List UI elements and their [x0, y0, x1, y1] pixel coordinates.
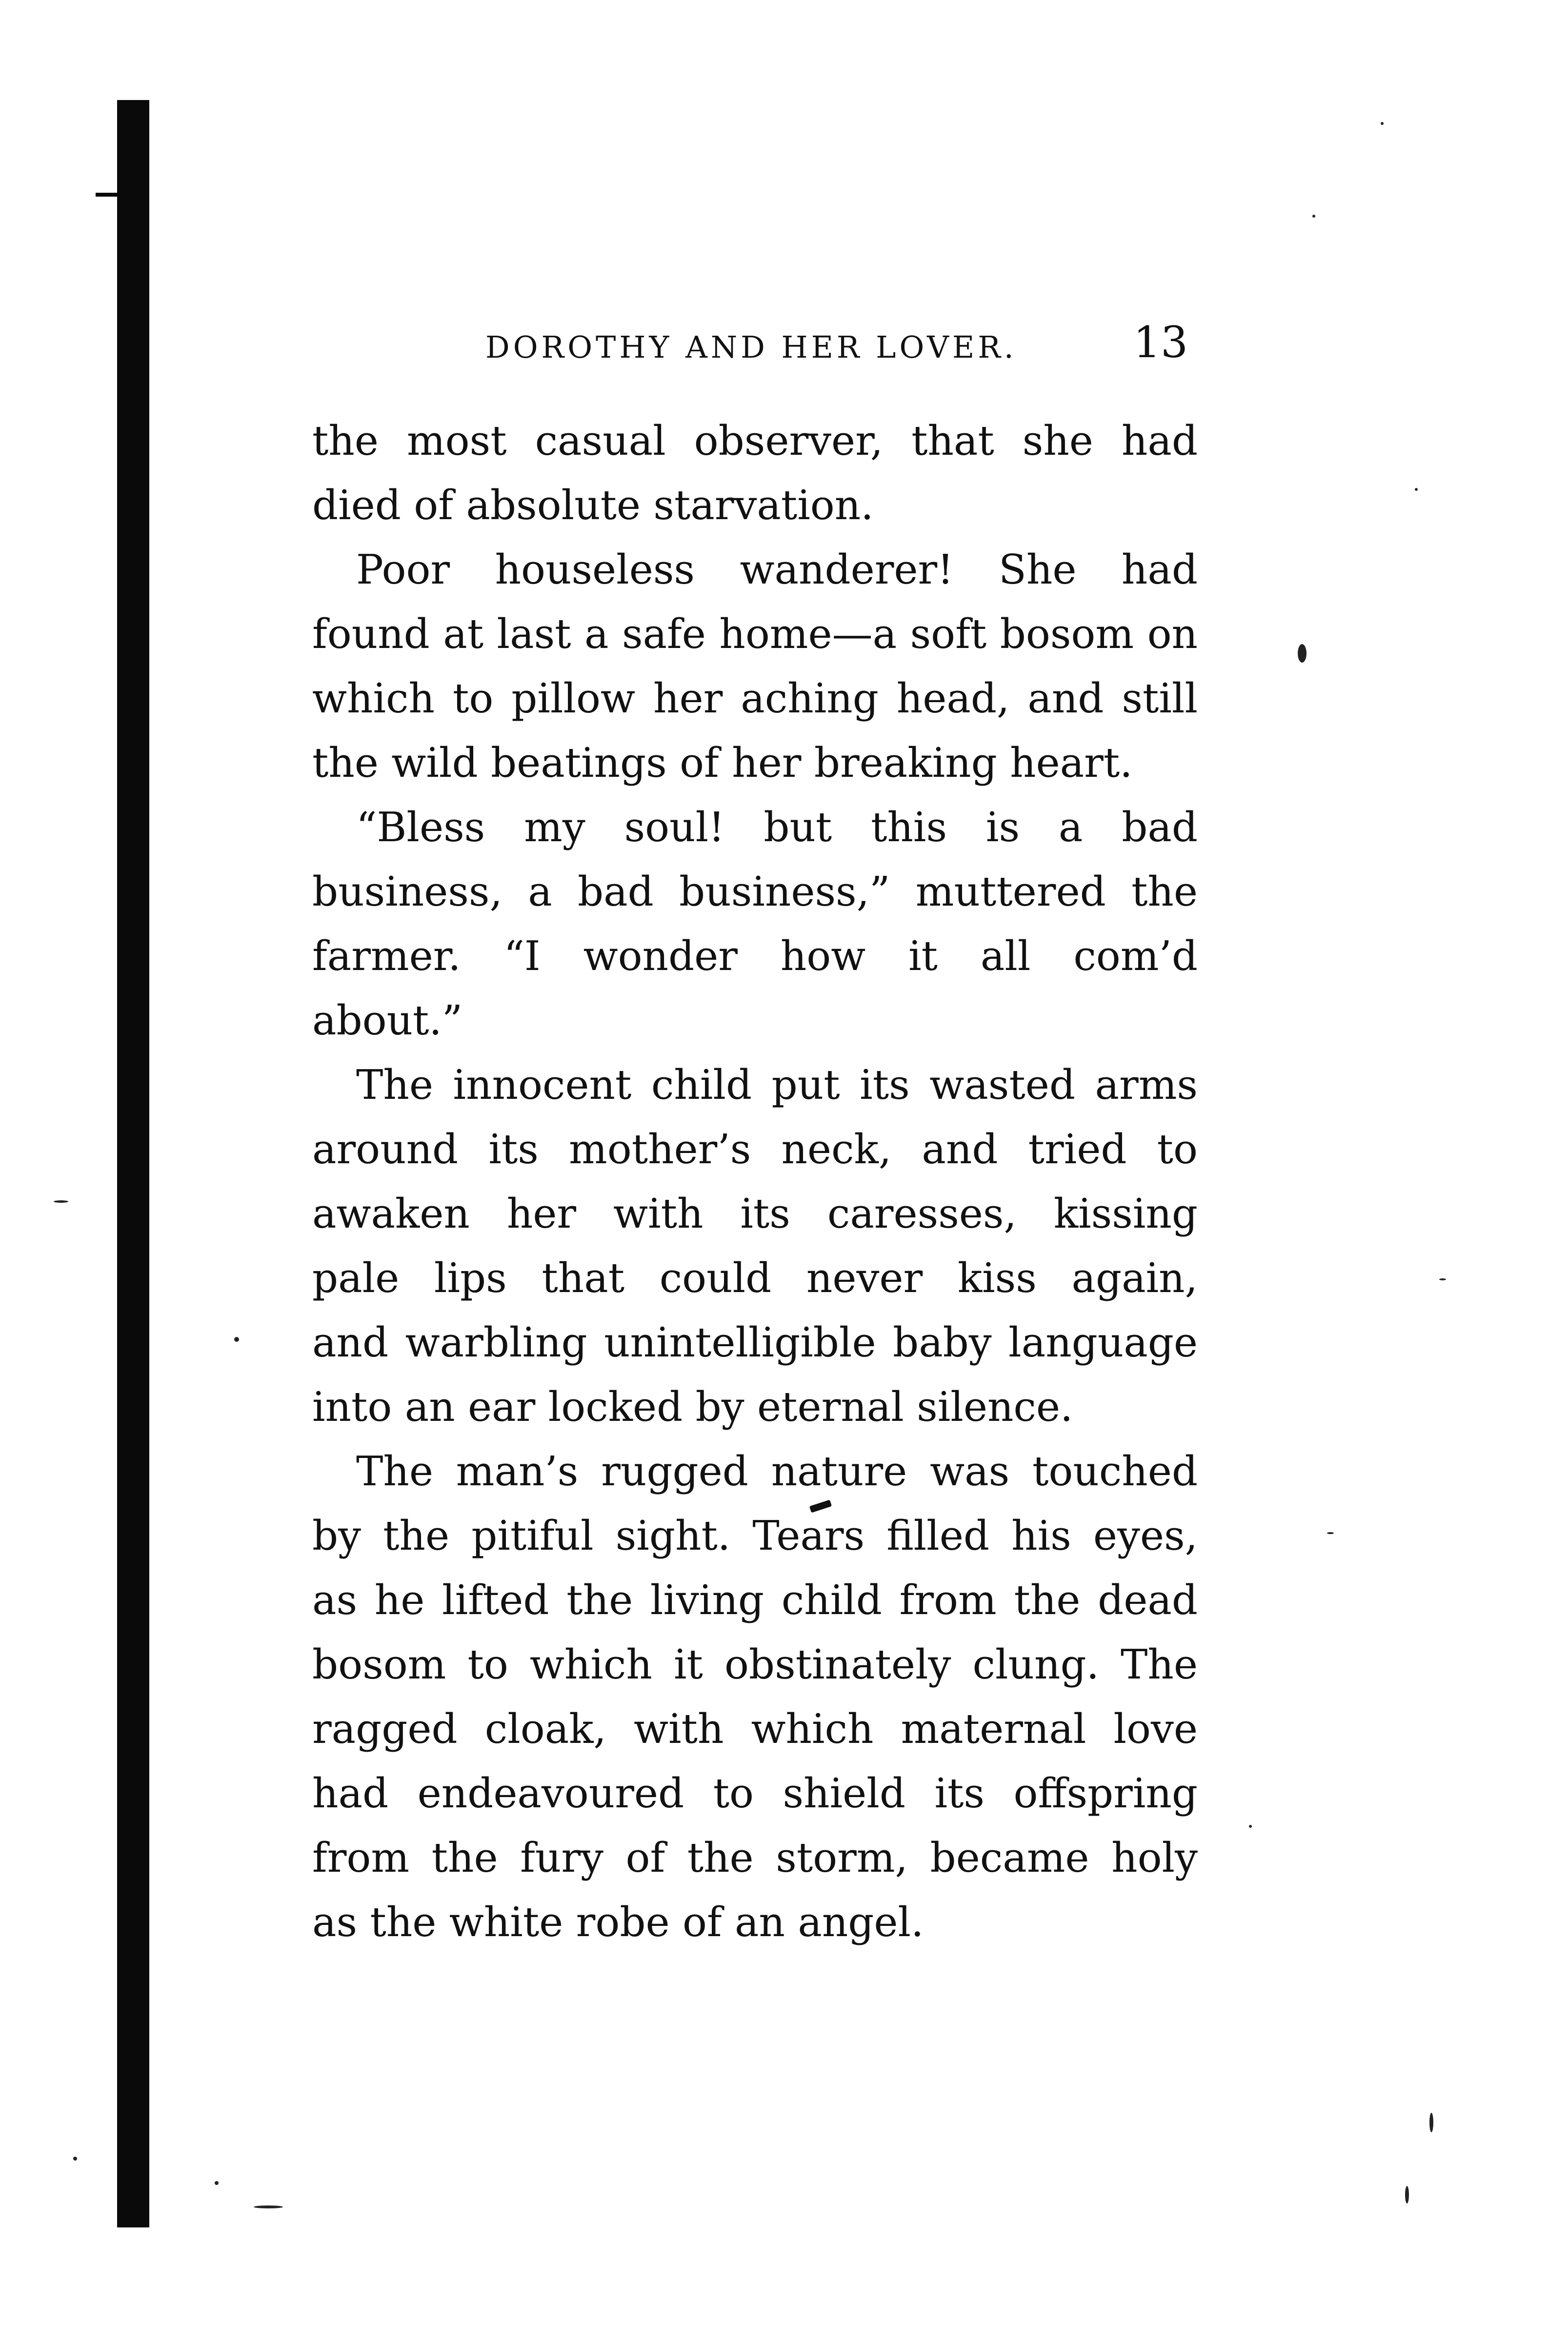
- scan-speck: [215, 2181, 219, 2185]
- paragraph: [312, 1053, 1198, 1439]
- text-line: died of absolute starvation.: [312, 482, 874, 529]
- scan-speck: [234, 1337, 239, 1342]
- binding-tick: [96, 193, 120, 197]
- text-line: awaken her with its caresses, kissing: [312, 1190, 1198, 1237]
- scan-speck: [1405, 2186, 1409, 2204]
- text-line: Poor houseless wanderer! She had: [356, 546, 1198, 593]
- text-line: as he lifted the living child from the dead: [312, 1577, 1198, 1624]
- paragraph: [312, 795, 1198, 1053]
- running-title: DOROTHY AND HER LOVER.: [485, 329, 1017, 365]
- paragraph: [312, 409, 1198, 538]
- page-header: [485, 317, 1188, 371]
- text-line: which to pillow her aching head, and still: [312, 675, 1198, 722]
- text-line: and warbling unintelligible baby language: [312, 1319, 1198, 1366]
- text-line: farmer. “I wonder how it all com’d: [312, 932, 1198, 980]
- scan-speck: [1327, 1532, 1334, 1534]
- scan-speck: [73, 2157, 77, 2161]
- text-line: bosom to which it obstinately clung. The: [312, 1641, 1198, 1688]
- binding-shadow: [117, 100, 149, 2227]
- text-line: as the white robe of an angel.: [312, 1899, 924, 1946]
- scan-speck: [1298, 644, 1307, 663]
- text-line: about.”: [312, 997, 463, 1044]
- body-text: [312, 409, 1198, 1955]
- text-line: The innocent child put its wasted arms: [356, 1061, 1198, 1109]
- scan-speck: [1415, 488, 1418, 491]
- text-line: business, a bad business,” muttered the: [312, 868, 1198, 915]
- scan-speck: [1429, 2113, 1433, 2132]
- text-line: had endeavoured to shield its offspring: [312, 1770, 1198, 1817]
- text-line: found at last a safe home—a soft bosom on: [312, 610, 1198, 658]
- page-number: 13: [1133, 317, 1188, 367]
- paragraph: [312, 538, 1198, 795]
- text-line: pale lips that could never kiss again,: [312, 1254, 1198, 1302]
- text-line: around its mother’s neck, and tried to: [312, 1126, 1198, 1173]
- scan-speck: [254, 2205, 283, 2208]
- scan-speck: [1312, 215, 1315, 218]
- text-line: the wild beatings of her breaking heart.: [312, 739, 1133, 787]
- scan-speck: [1439, 1278, 1446, 1280]
- scan-speck: [1381, 122, 1384, 125]
- text-line: “Bless my soul! but this is a bad: [356, 804, 1198, 851]
- paragraph: [312, 1439, 1198, 1955]
- text-line: from the fury of the storm, became holy: [312, 1834, 1198, 1881]
- text-line: into an ear locked by eternal silence.: [312, 1383, 1073, 1431]
- scan-speck: [54, 1200, 68, 1203]
- text-line: the most casual observer, that she had: [312, 417, 1198, 465]
- text-line: The man’s rugged nature was touched: [356, 1448, 1198, 1495]
- text-line: by the pitiful sight. Tears filled his eyes,: [312, 1512, 1198, 1559]
- scan-speck: [1249, 1825, 1252, 1828]
- text-line: ragged cloak, with which maternal love: [312, 1705, 1198, 1753]
